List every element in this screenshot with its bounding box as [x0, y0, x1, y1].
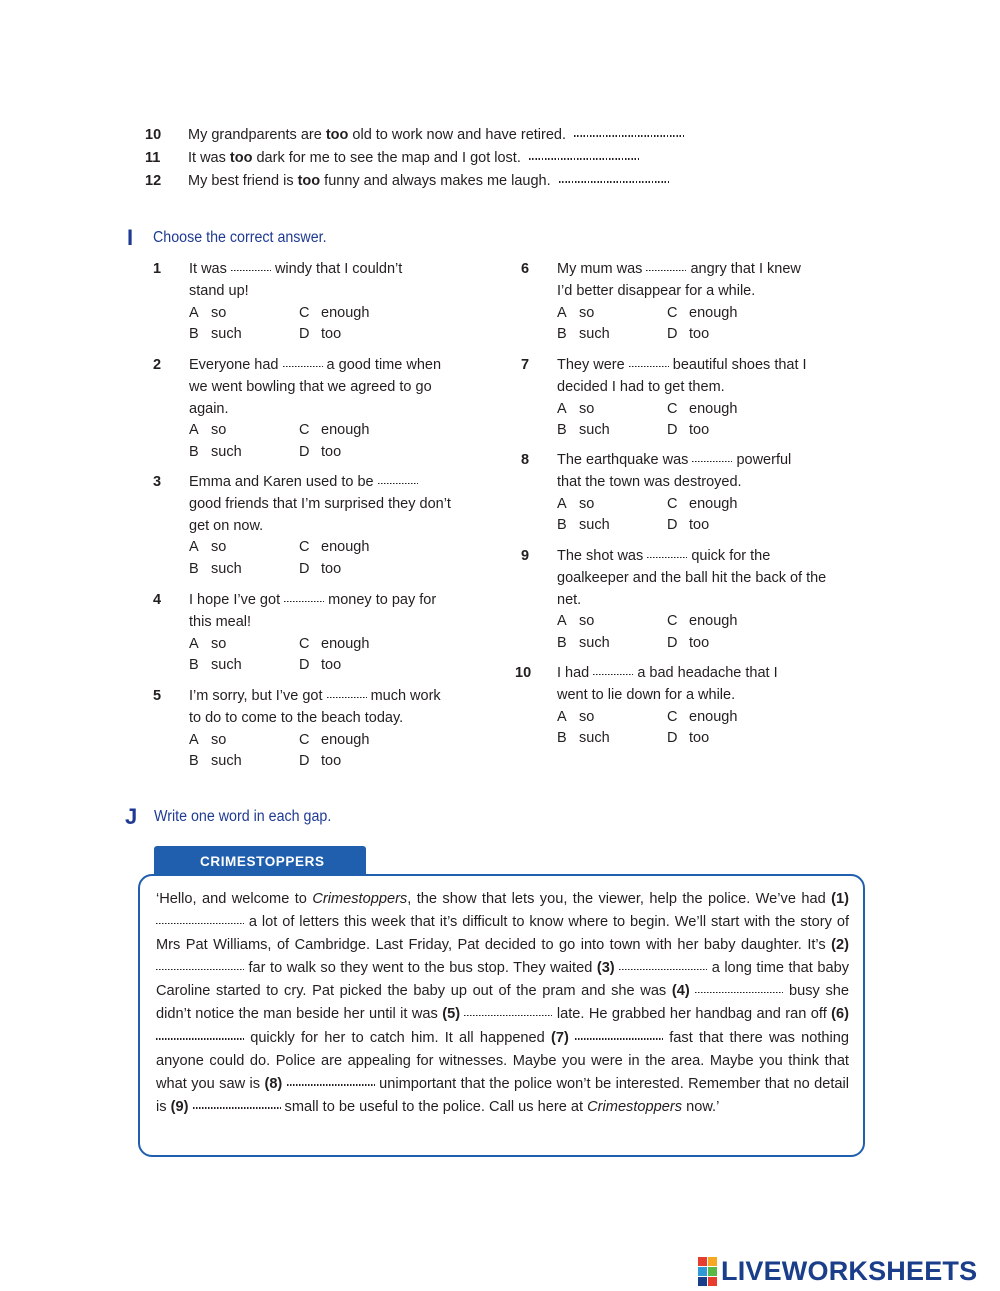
gap[interactable] [283, 366, 323, 368]
option-c[interactable]: C enough [667, 495, 738, 512]
question-8: 8 The earthquake was powerful that the town was destroyed. A so C enough B such D too [557, 450, 857, 537]
question-6: 6 My mum was angry that I knew I’d better disappear for a while. A so C enough B such D too [557, 259, 857, 346]
gap[interactable] [284, 601, 324, 603]
option-d[interactable]: D too [667, 730, 710, 747]
option-c[interactable]: C enough [299, 635, 370, 652]
option-a[interactable]: A so [189, 635, 227, 652]
top-item-12: 12 My best friend is too funny and always makes me laugh. [145, 173, 671, 189]
option-a[interactable]: A so [189, 539, 227, 556]
gap-2[interactable] [156, 969, 244, 971]
passage-title-tab: CRIMESTOPPERS [154, 846, 366, 876]
section-j-letter: J [125, 804, 138, 829]
option-b[interactable]: B such [557, 422, 610, 439]
option-d[interactable]: D too [667, 517, 710, 534]
option-c[interactable]: C enough [667, 708, 738, 725]
answer-line[interactable] [529, 158, 641, 160]
option-d[interactable]: D too [667, 635, 710, 652]
option-b[interactable]: B such [557, 326, 610, 343]
gap-7[interactable] [575, 1038, 663, 1040]
option-a[interactable]: A so [557, 708, 595, 725]
section-j-title: Write one word in each gap. [154, 808, 332, 825]
option-d[interactable]: D too [667, 326, 710, 343]
question-10: 10 I had a bad headache that I went to lie down for a while. A so C enough B such D too [557, 663, 857, 750]
option-a[interactable]: A so [189, 304, 227, 321]
gap[interactable] [646, 270, 686, 272]
gap[interactable] [327, 697, 367, 699]
option-a[interactable]: A so [557, 495, 595, 512]
option-d[interactable]: D too [667, 422, 710, 439]
gap-9[interactable] [193, 1107, 281, 1109]
gap[interactable] [629, 366, 669, 368]
option-c[interactable]: C enough [299, 539, 370, 556]
option-b[interactable]: B such [189, 444, 242, 461]
gap-6[interactable] [156, 1038, 244, 1040]
question-2: 2 Everyone had a good time when we went bowling that we agreed to go again. A so C enough B such D too [189, 355, 489, 464]
option-c[interactable]: C enough [299, 731, 370, 748]
item-number: 10 [145, 127, 162, 143]
option-c[interactable]: C enough [299, 422, 370, 439]
gap[interactable] [647, 557, 687, 559]
gap-3[interactable] [619, 969, 707, 971]
option-d[interactable]: D too [299, 657, 342, 674]
gap-1[interactable] [156, 923, 244, 925]
option-b[interactable]: B such [189, 326, 242, 343]
watermark-text: LIVEWORKSHEETS [721, 1256, 978, 1286]
top-item-10: 10 My grandparents are too old to work now and have retired. [145, 127, 686, 143]
option-c[interactable]: C enough [299, 304, 370, 321]
option-d[interactable]: D too [299, 561, 342, 578]
option-b[interactable]: B such [189, 753, 242, 770]
section-i-title: Choose the correct answer. [153, 229, 327, 246]
option-a[interactable]: A so [557, 304, 595, 321]
top-item-11: 11 It was too dark for me to see the map and I got lost. [145, 150, 641, 166]
question-7: 7 They were beautiful shoes that I decided I had to get them. A so C enough B such D too [557, 355, 857, 442]
section-i-letter: I [127, 225, 134, 250]
liveworksheets-logo-icon [698, 1257, 717, 1286]
option-c[interactable]: C enough [667, 400, 738, 417]
option-a[interactable]: A so [189, 422, 227, 439]
option-a[interactable]: A so [557, 400, 595, 417]
answer-line[interactable] [574, 135, 686, 137]
question-4: 4 I hope I’ve got money to pay for this meal! A so C enough B such D too [189, 590, 489, 677]
gap[interactable] [378, 483, 418, 485]
gap[interactable] [692, 461, 732, 463]
liveworksheets-watermark [698, 1256, 977, 1287]
option-b[interactable]: B such [557, 635, 610, 652]
option-d[interactable]: D too [299, 753, 342, 770]
option-a[interactable]: A so [557, 613, 595, 630]
question-3: 3 Emma and Karen used to be good friends that I’m surprised they don’t get on now. A so C enough B such D too [189, 472, 489, 581]
gap-8[interactable] [287, 1084, 375, 1086]
gap-5[interactable] [464, 1015, 552, 1017]
question-9: 9 The shot was quick for the goalkeeper and the ball hit the back of the net. A so C enough B such D too [557, 546, 857, 655]
gap-4[interactable] [695, 992, 783, 994]
item-number: 12 [145, 173, 162, 189]
option-c[interactable]: C enough [667, 304, 738, 321]
option-b[interactable]: B such [557, 730, 610, 747]
gap[interactable] [593, 674, 633, 676]
gap[interactable] [231, 270, 271, 272]
option-b[interactable]: B such [557, 517, 610, 534]
option-d[interactable]: D too [299, 326, 342, 343]
item-number: 11 [145, 150, 161, 166]
option-d[interactable]: D too [299, 444, 342, 461]
option-b[interactable]: B such [189, 657, 242, 674]
answer-line[interactable] [559, 181, 671, 183]
question-5: 5 I’m sorry, but I’ve got much work to do to come to the beach today. A so C enough B such D too [189, 686, 489, 773]
option-b[interactable]: B such [189, 561, 242, 578]
option-a[interactable]: A so [189, 731, 227, 748]
question-1: 1 It was windy that I couldn’t stand up! A so C enough B such D too [189, 259, 489, 346]
passage-text: ‘Hello, and welcome to Crimestoppers, the show that lets you, the viewer, help the police. We’ve had (1) a lot of letters this week that it’s difficult to know where to begin. We’ll start with the story of Mrs Pat Williams, of Cambridge. Last Friday, Pat decided to go into town with her baby daughter. It’s (2) far to walk so they went to the bus stop. They waited (3) a long time that baby Caroline started to cry. Pat picked the baby up out of the pram and she was (4) busy she didn’t notice the man beside her until it was (5) late. He grabbed her handbag and ran off (6) quickly for her to catch him. It all happened (7) fast that there was nothing anyone could do. Police are appealing for witnesses. Maybe you were in the area. Maybe you think that what you saw is (8) unimportant that the police won’t be interested. Remember that no detail is (9) small to be useful to the police. Call us here at Crimestoppers now.’ [156, 891, 850, 1115]
option-c[interactable]: C enough [667, 613, 738, 630]
